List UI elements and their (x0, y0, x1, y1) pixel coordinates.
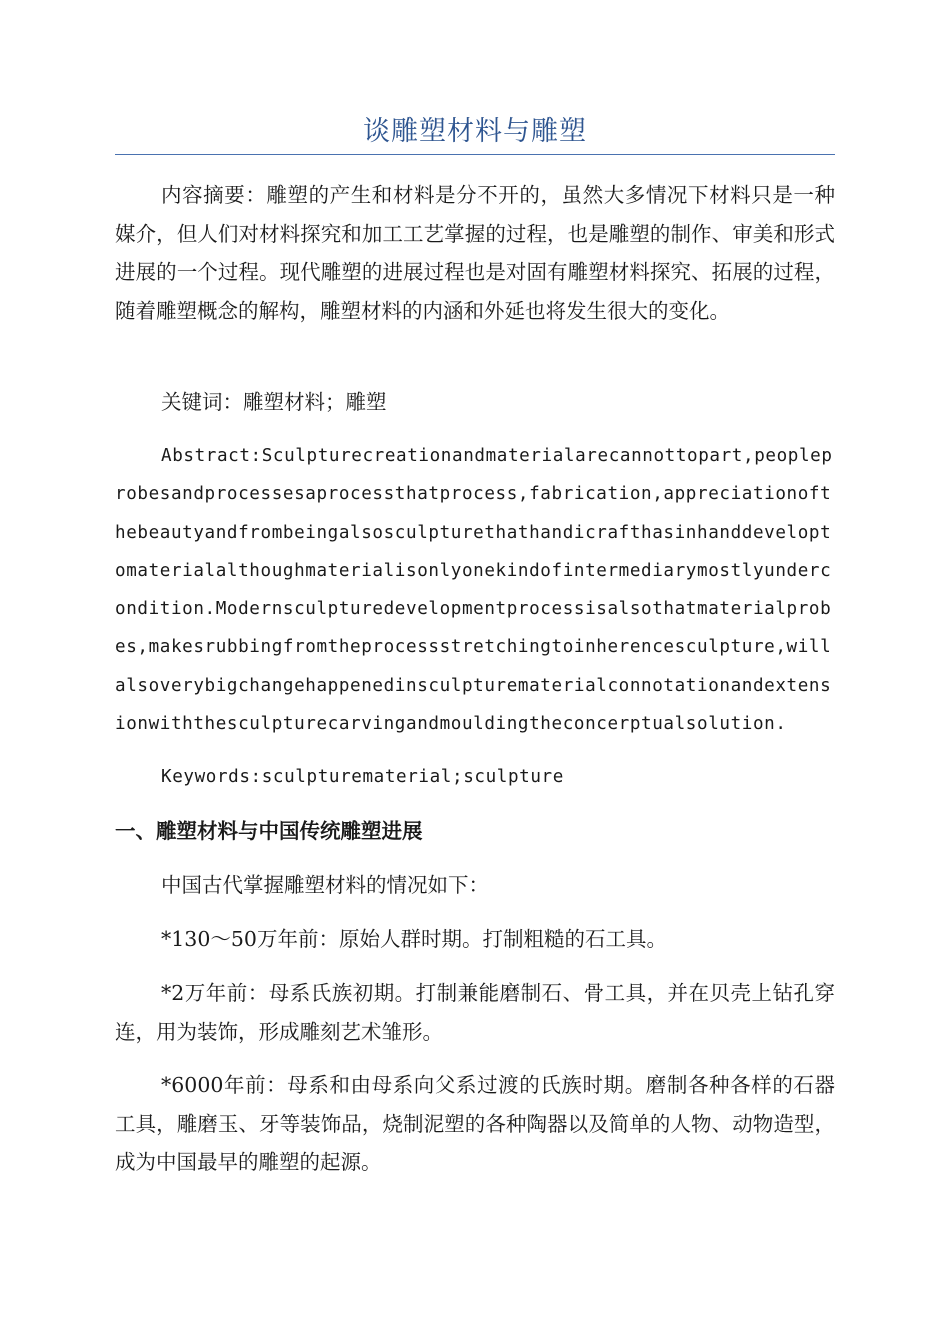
abstract-cn-paragraph: 内容摘要：雕塑的产生和材料是分不开的，虽然大多情况下材料只是一种媒介，但人们对材料探究和加工工艺掌握的过程，也是雕塑的制作、审美和形式进展的一个过程。现代雕塑的进展过程也是对固有雕塑材料探究、拓展的过程，随着雕塑概念的解构，雕塑材料的内涵和外延也将发生很大的变化。 (115, 183, 835, 323)
keywords-en-paragraph: Keywords:sculpturematerial;sculpture (161, 767, 564, 787)
document-title: 谈雕塑材料与雕塑 (363, 116, 587, 147)
keywords-cn-paragraph: 关键词：雕塑材料；雕塑 (161, 390, 387, 414)
section-1-item-3: *6000年前：母系和由母系向父系过渡的氏族时期。磨制各种各样的石器工具，雕磨玉、牙等装饰品，烧制泥塑的各种陶器以及简单的人物、动物造型，成为中国最早的雕塑的起源。 (115, 1073, 835, 1174)
title-underline (115, 154, 835, 155)
abstract-en-paragraph: Abstract:Sculpturecreationandmaterialarecannottopart,peopleprobesandprocessesaprocessthatprocess,fabrication,appreciationofthebeautyandfrombeingalsosculpturethathandicrafthasinhanddeveloptomaterialalthoughmaterialisonlyonekindofintermediarymostlyundercondition.Modernsculpturedevelopmentprocessisalsothatmaterialprobes,makesrubbingfromtheprocessstretchingtoinherencesculpture,willalsoverybigchangehappenedinsculpturematerialconnotationandextensionwiththesculpturecarvingandmouldingtheconcerptualsolution. (115, 446, 833, 735)
section-1-intro: 中国古代掌握雕塑材料的情况如下： (161, 873, 489, 897)
section-1-heading: 一、雕塑材料与中国传统雕塑进展 (115, 819, 423, 843)
section-1-item-2: *2万年前：母系氏族初期。打制兼能磨制石、骨工具，并在贝壳上钻孔穿连，用为装饰，形成雕刻艺术雏形。 (115, 981, 835, 1044)
section-1-item-1: *130～50万年前：原始人群时期。打制粗糙的石工具。 (161, 927, 667, 951)
